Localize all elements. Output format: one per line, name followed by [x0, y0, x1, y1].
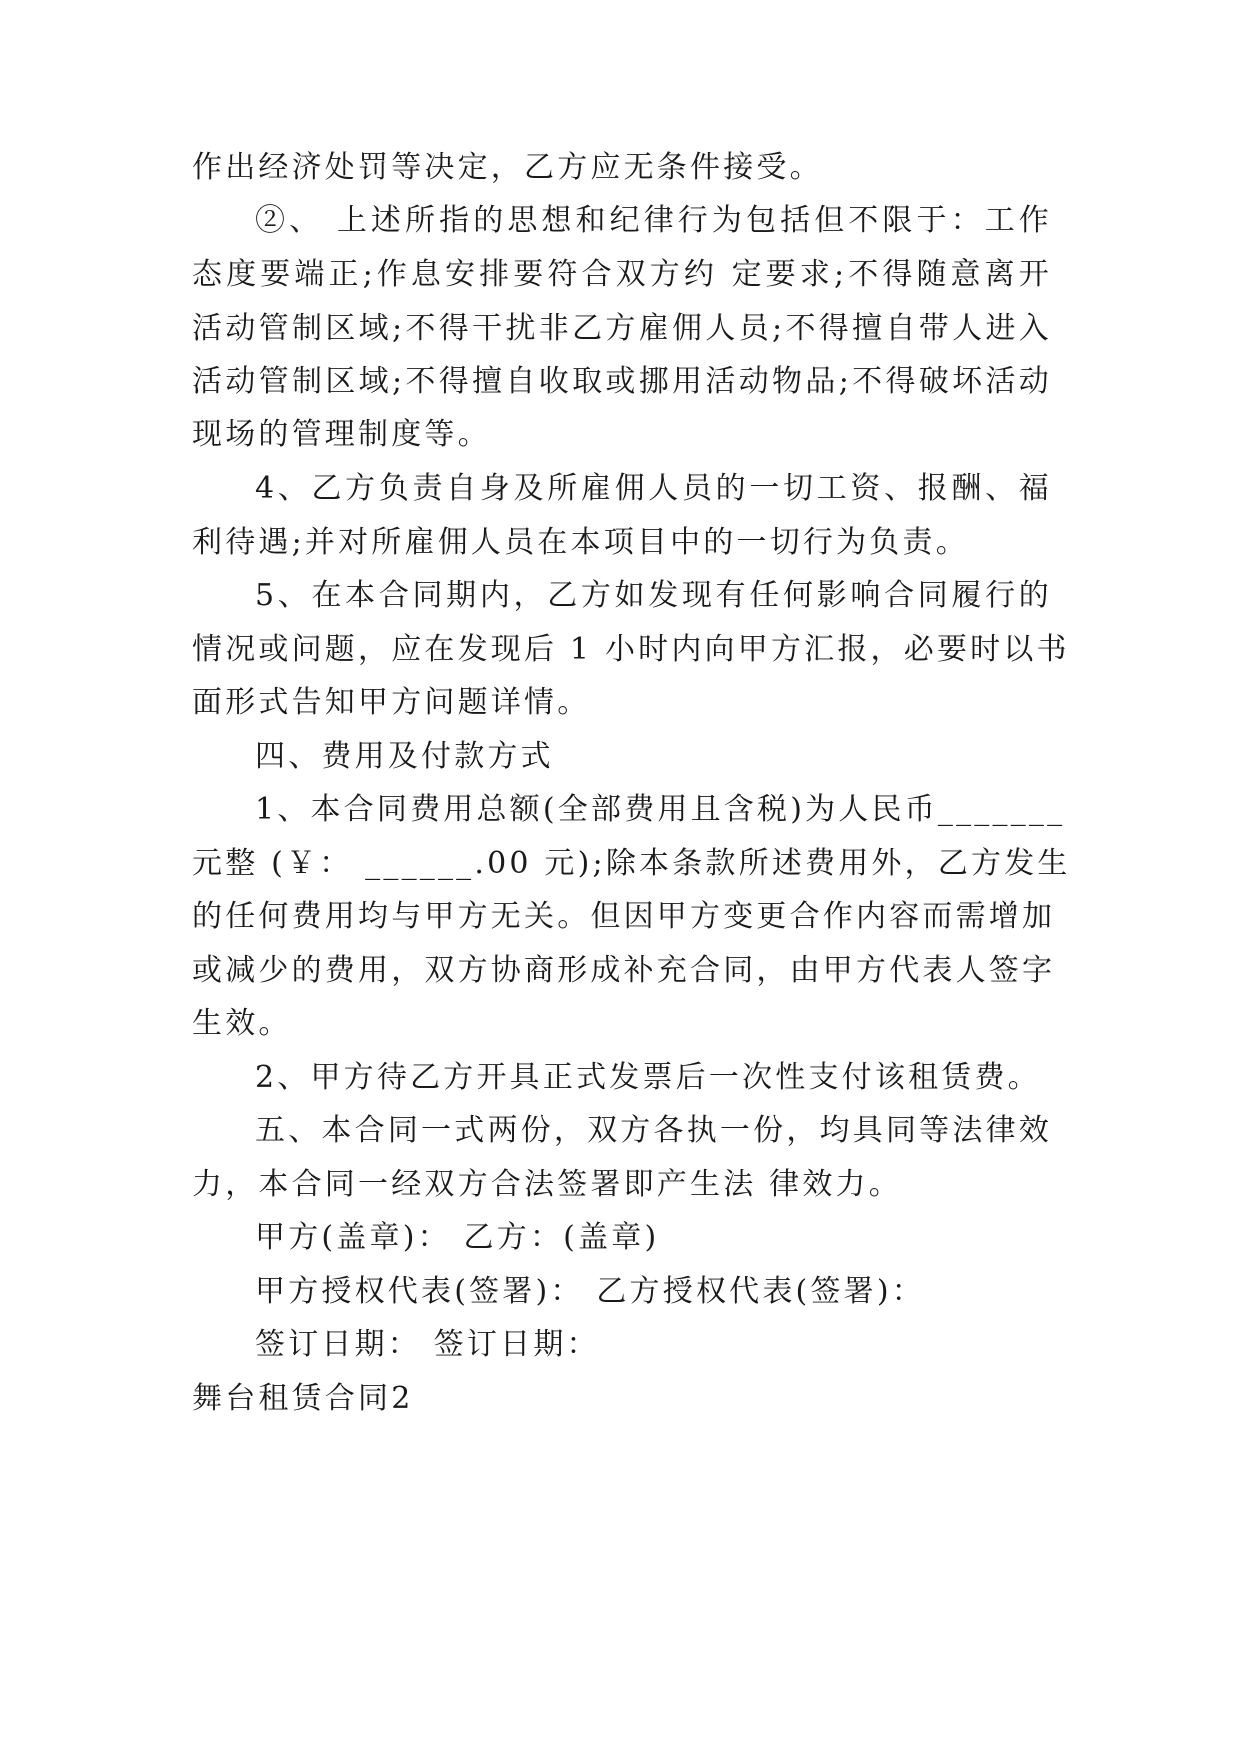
paragraph-line: 4、乙方负责自身及所雇佣人员的一切工资、报酬、福	[255, 471, 1052, 506]
paragraph-line: 情况或问题，应在发现后 1 小时内向甲方汇报，必要时以书	[192, 632, 1070, 667]
section-heading: 四、费用及付款方式	[255, 739, 554, 774]
paragraph-line: 的任何费用均与甲方无关。但因甲方变更合作内容而需增加	[192, 899, 1056, 934]
paragraph-line: 利待遇;并对所雇佣人员在本项目中的一切行为负责。	[192, 525, 969, 560]
paragraph-line: 5、在本合同期内，乙方如发现有任何影响合同履行的	[255, 578, 1052, 613]
signature-line-seal: 甲方(盖章)： 乙方：(盖章)	[255, 1220, 660, 1255]
paragraph-line: 现场的管理制度等。	[192, 417, 491, 452]
signature-line-representative: 甲方授权代表(签署)： 乙方授权代表(签署)：	[255, 1274, 925, 1309]
paragraph-line: 或减少的费用，双方协商形成补充合同，由甲方代表人签字	[192, 953, 1056, 988]
paragraph-line: ②、 上述所指的思想和纪律行为包括但不限于：工作	[255, 203, 1052, 238]
paragraph-line: 生效。	[192, 1006, 292, 1041]
document-title: 舞台租赁合同2	[192, 1381, 414, 1416]
paragraph-line: 2、甲方待乙方开具正式发票后一次性支付该租赁费。	[255, 1060, 1041, 1095]
paragraph-line: 元整 (￥： ______.00 元);除本条款所述费用外，乙方发生	[192, 846, 1071, 881]
paragraph-line: 面形式告知甲方问题详情。	[192, 685, 591, 720]
paragraph-line: 力，本合同一经双方合法签署即产生法 律效力。	[192, 1167, 902, 1202]
paragraph-line: 态度要端正;作息安排要符合双方约 定要求;不得随意离开	[192, 257, 1052, 292]
paragraph-line: 活动管制区域;不得擅自收取或挪用活动物品;不得破坏活动	[192, 364, 1052, 399]
paragraph-line: 作出经济处罚等决定，乙方应无条件接受。	[192, 150, 823, 185]
signature-line-date: 签订日期： 签订日期：	[255, 1327, 600, 1362]
paragraph-line: 1、本合同费用总额(全部费用且含税)为人民币_______	[255, 792, 1066, 827]
paragraph-line: 活动管制区域;不得干扰非乙方雇佣人员;不得擅自带人进入	[192, 311, 1052, 346]
paragraph-line: 五、本合同一式两份，双方各执一份，均具同等法律效	[255, 1113, 1052, 1148]
